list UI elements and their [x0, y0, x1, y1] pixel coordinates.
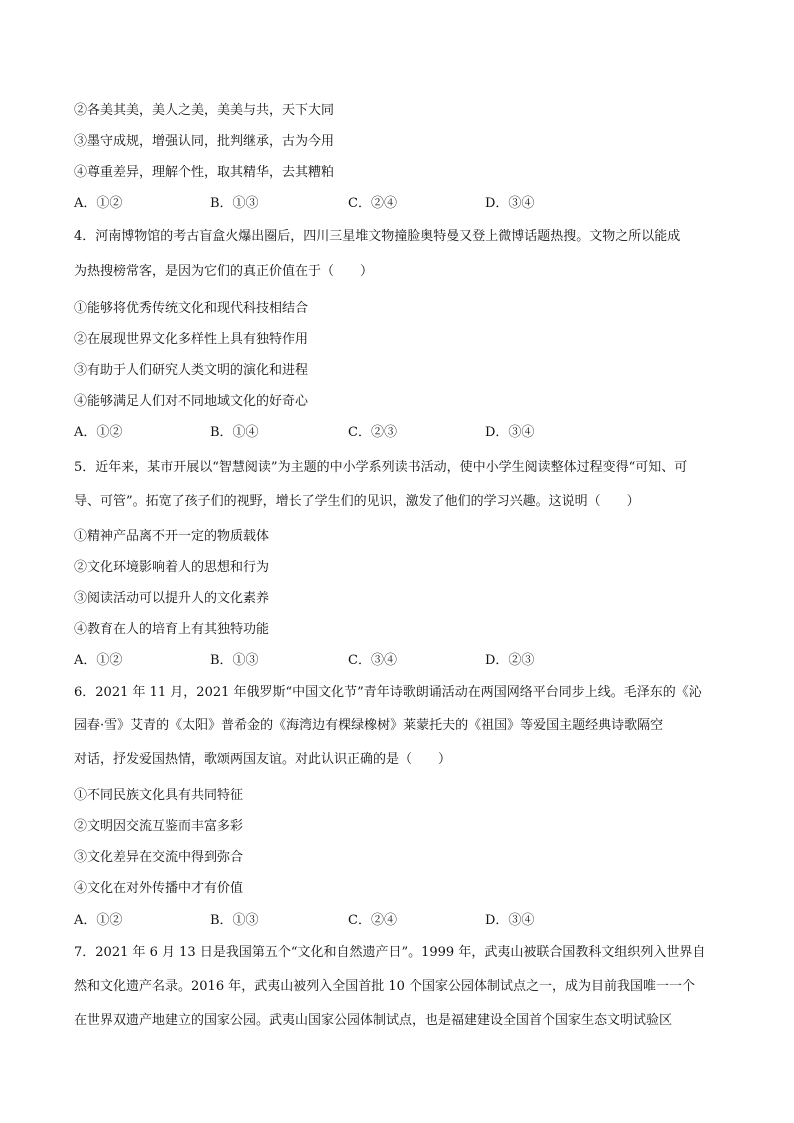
q3-option-d[interactable]: D．③④ [485, 196, 535, 211]
q6-item-4: ④文化在对外传播中才有价值 [74, 881, 244, 896]
q3-option-c[interactable]: C．②④ [348, 196, 397, 211]
q5-item-4: ④教育在人的培育上有其独特功能 [74, 622, 270, 637]
q3-options [74, 196, 714, 212]
q3-item-2: ②各美其美，美人之美，美美与共，天下大同 [74, 103, 335, 118]
q4-item-2: ②在展现世界文化多样性上具有独特作用 [74, 332, 309, 347]
q6-option-a[interactable]: A．①② [74, 913, 123, 928]
q3-option-b[interactable]: B．①③ [210, 196, 259, 211]
q6-option-b[interactable]: B．①③ [210, 913, 259, 928]
q4-item-1: ①能够将优秀传统文化和现代科技相结合 [74, 301, 309, 316]
q5-item-3: ③阅读活动可以提升人的文化素养 [74, 591, 270, 606]
q5-stem-line-1: 5．近年来，某市开展以“智慧阅读”为主题的中小学系列读书活动，使中小学生阅读整体过程变得“可知、可 [74, 460, 688, 475]
q6-stem-line-2: 园春·雪》艾青的《太阳》普希金的《海湾边有棵绿橡树》莱蒙托夫的《祖国》等爱国主题经典诗歌隔空 [74, 718, 664, 733]
q6-option-c[interactable]: C．②④ [348, 913, 397, 928]
q5-option-b[interactable]: B．①③ [210, 653, 259, 668]
q4-stem-line-1: 4．河南博物馆的考古盲盒火爆出圈后，四川三星堆文物撞脸奥特曼又登上微博话题热搜。文物之所以能成 [74, 229, 681, 244]
q4-options [74, 425, 714, 441]
q5-item-2: ②文化环境影响着人的思想和行为 [74, 560, 270, 575]
q6-item-2: ②文明因交流互鉴而丰富多彩 [74, 819, 244, 834]
q5-option-c[interactable]: C．③④ [348, 653, 397, 668]
q4-option-b[interactable]: B．①④ [210, 425, 259, 440]
q7-stem-line-2: 然和文化遗产名录。2016 年，武夷山被列入全国首批 10 个国家公园体制试点之一，成为目前我国唯一一个 [74, 979, 696, 994]
q3-item-3: ③墨守成规，增强认同，批判继承，古为今用 [74, 134, 335, 149]
q7-stem-line-3: 在世界双遗产地建立的国家公园。武夷山国家公园体制试点，也是福建建设全国首个国家生态文明试验区 [74, 1013, 673, 1028]
q5-option-d[interactable]: D．②③ [485, 653, 535, 668]
q6-item-3: ③文化差异在交流中得到弥合 [74, 850, 244, 865]
q4-item-3: ③有助于人们研究人类文明的演化和进程 [74, 363, 309, 378]
q6-options [74, 913, 714, 929]
q5-stem-line-2: 导、可管”。拓宽了孩子们的视野，增长了学生们的见识，激发了他们的学习兴趣。这说明（ ） [74, 494, 640, 509]
q4-option-a[interactable]: A．①② [74, 425, 123, 440]
q5-option-a[interactable]: A．①② [74, 653, 123, 668]
q6-option-d[interactable]: D．③④ [485, 913, 535, 928]
q5-options [74, 653, 714, 669]
q4-stem-line-2: 为热搜榜常客，是因为它们的真正价值在于（ ） [74, 264, 374, 279]
q4-item-4: ④能够满足人们对不同地域文化的好奇心 [74, 394, 309, 409]
q4-option-d[interactable]: D．③④ [485, 425, 535, 440]
q5-item-1: ①精神产品离不开一定的物质载体 [74, 529, 270, 544]
q4-option-c[interactable]: C．②③ [348, 425, 397, 440]
q6-stem-line-3: 对话，抒发爱国热情，歌颂两国友谊。对此认识正确的是（ ） [74, 752, 452, 767]
q6-stem-line-1: 6．2021 年 11 月，2021 年俄罗斯“中国文化节”青年诗歌朗诵活动在两国网络平台同步上线。毛泽东的《沁 [74, 685, 702, 700]
q7-stem-line-1: 7．2021 年 6 月 13 日是我国第五个“文化和自然遗产日”。1999 年，武夷山被联合国教科文组织列入世界自 [74, 945, 706, 960]
q3-option-a[interactable]: A．①② [74, 196, 123, 211]
q3-item-4: ④尊重差异，理解个性，取其精华，去其糟粕 [74, 165, 335, 180]
q6-item-1: ①不同民族文化具有共同特征 [74, 788, 244, 803]
